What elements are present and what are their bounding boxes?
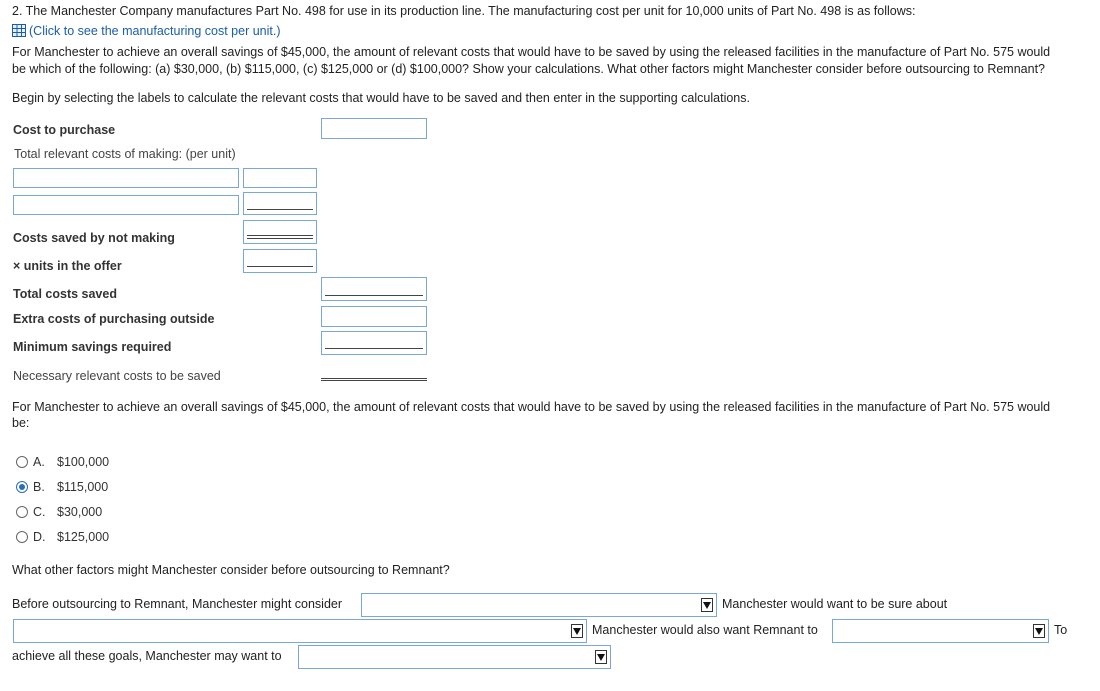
cost-table-link[interactable] [12, 24, 281, 38]
relevant-cost-amount-input-1[interactable] [243, 168, 317, 188]
instruction-text: Begin by selecting the labels to calculate the relevant costs that would have to be saved and then enter in the supporting calculations. [12, 91, 750, 105]
option-a-radio[interactable] [16, 456, 28, 468]
necessary-costs-double-underline [321, 376, 427, 381]
factors-line2-end: To [1054, 623, 1068, 637]
option-b-radio[interactable] [16, 481, 28, 493]
necessary-costs-label: Necessary relevant costs to be saved [13, 369, 221, 383]
cost-to-purchase-input[interactable] [321, 118, 427, 139]
units-offer-label: × units in the offer [13, 259, 122, 273]
min-savings-input[interactable] [321, 331, 427, 355]
min-savings-label: Minimum savings required [13, 340, 172, 354]
factors-line1-suffix: Manchester would want to be sure about [722, 597, 948, 611]
costs-saved-label: Costs saved by not making [13, 231, 175, 245]
factor-dropdown-1[interactable] [361, 593, 717, 617]
option-a-letter: A. [33, 455, 45, 469]
factor-dropdown-2[interactable] [13, 619, 587, 643]
relevant-cost-label-select-2[interactable] [13, 195, 239, 215]
factor-dropdown-4[interactable] [298, 645, 611, 669]
factors-line1-prefix: Before outsourcing to Remnant, Manchester might consider [12, 597, 343, 611]
factors-line3-prefix: achieve all these goals, Manchester may want to [12, 649, 282, 663]
option-b-letter: B. [33, 480, 45, 494]
triangle-down-icon [701, 598, 713, 612]
total-saved-underline [325, 295, 423, 296]
option-b-value: $115,000 [57, 480, 109, 494]
grid-table-icon [12, 24, 26, 37]
min-savings-underline [325, 348, 423, 349]
extra-costs-label: Extra costs of purchasing outside [13, 312, 215, 326]
option-d-radio[interactable] [16, 531, 28, 543]
option-d-letter: D. [33, 530, 46, 544]
costs-saved-input[interactable] [243, 220, 317, 244]
question-intro: 2. The Manchester Company manufactures Part No. 498 for use in its production line. The manufacturing cost per unit for 10,000 units of Part No. 498 is as follows: [12, 4, 916, 18]
factors-question: What other factors might Manchester consider before outsourcing to Remnant? [12, 563, 450, 577]
costs-saved-underline-b [247, 238, 313, 239]
factor-dropdown-3[interactable] [832, 619, 1049, 643]
question-body-line1: For Manchester to achieve an overall savings of $45,000, the amount of relevant costs that would have to be saved by using the released facilities in the manufacture of Part No. 575 would [12, 45, 1051, 59]
total-saved-input[interactable] [321, 277, 427, 301]
option-c-radio[interactable] [16, 506, 28, 518]
factors-line2-suffix: Manchester would also want Remnant to [592, 623, 818, 637]
mc-prompt-line1: For Manchester to achieve an overall savings of $45,000, the amount of relevant costs that would have to be saved by using the released facilities in the manufacture of Part No. 575 would [12, 400, 1051, 414]
cost-to-purchase-label: Cost to purchase [13, 123, 116, 137]
subtotal-underline [247, 209, 313, 210]
mc-prompt-line2: be: [12, 416, 30, 430]
question-body-line2: be which of the following: (a) $30,000, (b) $115,000, (c) $125,000 or (d) $100,000? Show your calculations. What other factors might Manchester consider before outsourcing to Remnant? [12, 62, 1045, 76]
option-a-value: $100,000 [57, 455, 110, 469]
relevant-cost-amount-input-2[interactable] [243, 192, 317, 215]
total-saved-label: Total costs saved [13, 287, 117, 301]
triangle-down-icon [595, 650, 607, 664]
option-d-value: $125,000 [57, 530, 110, 544]
triangle-down-icon [1033, 624, 1045, 638]
cost-table-link-label: (Click to see the manufacturing cost per unit.) [29, 24, 281, 38]
units-offer-underline [247, 266, 313, 267]
extra-costs-input[interactable] [321, 306, 427, 327]
costs-saved-underline-a [247, 235, 313, 236]
question-number-text [12, 4, 916, 18]
triangle-down-icon [571, 624, 583, 638]
total-relevant-label: Total relevant costs of making: (per unit) [14, 147, 236, 161]
units-offer-input[interactable] [243, 249, 317, 273]
option-c-letter: C. [33, 505, 46, 519]
relevant-cost-label-select-1[interactable] [13, 168, 239, 188]
option-c-value: $30,000 [57, 505, 103, 519]
